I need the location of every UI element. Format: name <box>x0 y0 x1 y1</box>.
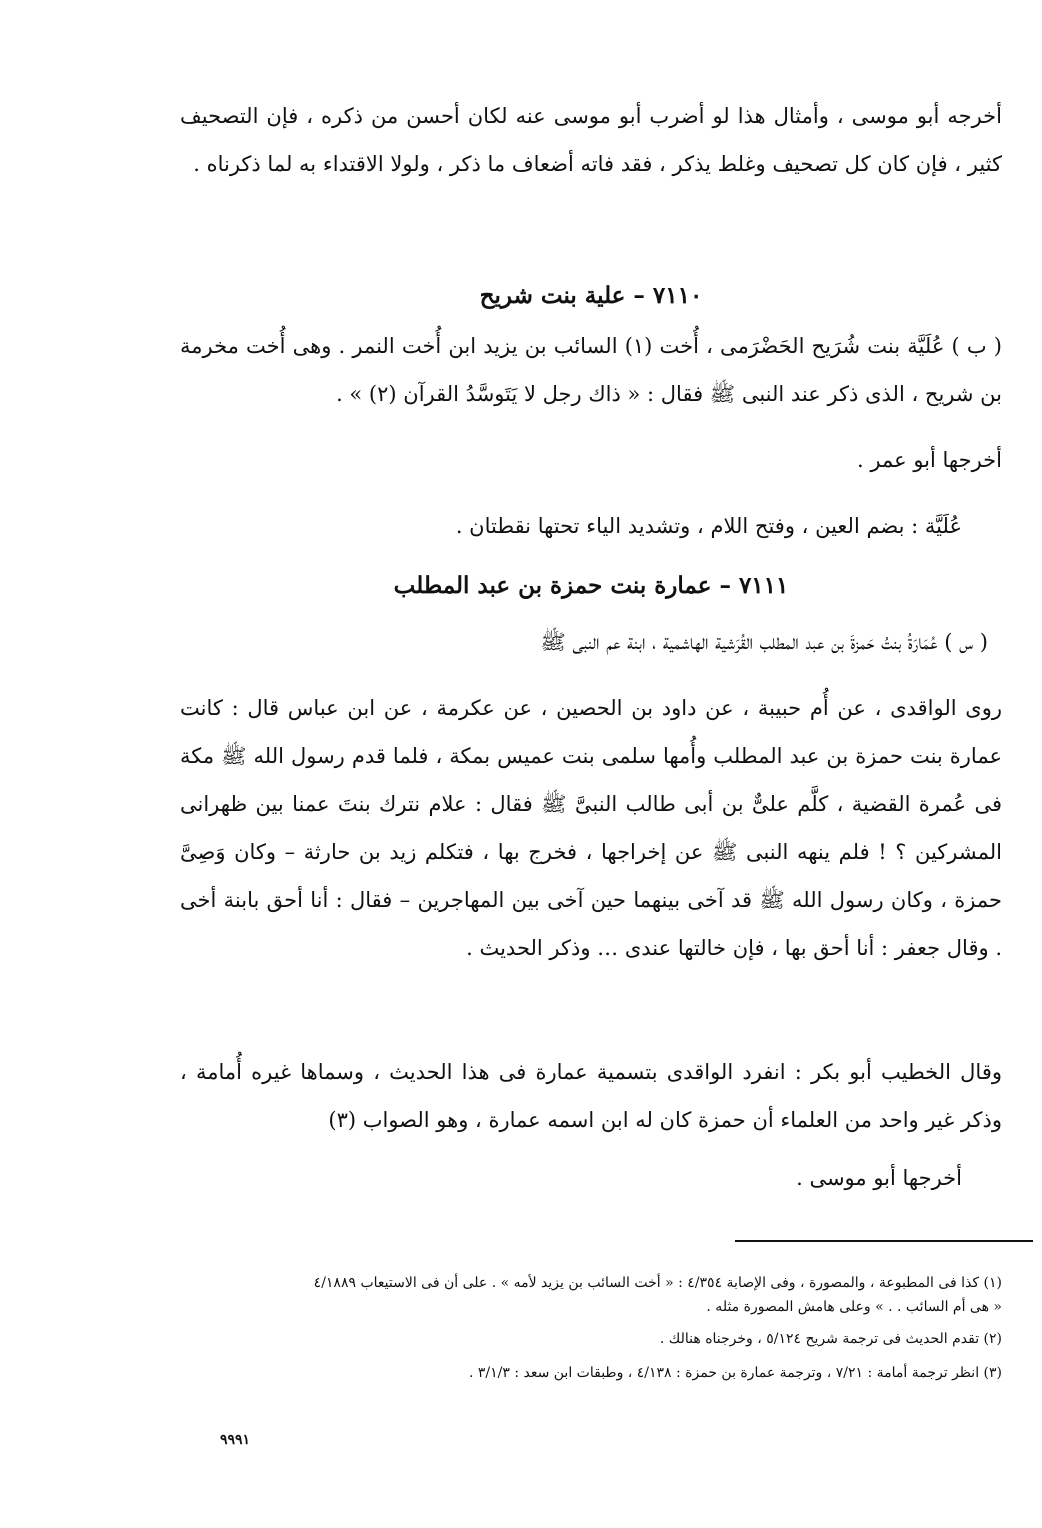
paragraph-ulayya-entry: ( ب ) عُلَيَّة بنت شُرَيح الحَضْرَمى ، أُخت (١) السائب بن يزيد ابن أُخت النمر . وهى أُخت مخرمة بن شريح ، الذى ذكر عند النبى ﷺ فقال : « ذاك رجل لا يَتَوسَّدُ القرآن (٢) » . <box>180 334 1002 406</box>
paragraph-khatib-note: وقال الخطيب أبو بكر : انفرد الواقدى بتسمية عمارة فى هذا الحديث ، وسماها غيره أُمامة ، وذكر غير واحد من العلماء أن حمزة كان له ابن اسمه عمارة ، وهو الصواب (٣) <box>180 1060 1002 1132</box>
footnote-2: (٢) تقدم الحديث فى ترجمة شريح ٥/١٢٤ ، وخرجناه هنالك . <box>659 1331 1002 1347</box>
paragraph-waqidi-narration: روى الواقدى ، عن أُم حبيبة ، عن داود بن الحصين ، عن عكرمة ، عن ابن عباس قال : كانت عمارة بنت حمزة بن عبد المطلب وأُمها سلمى بنت عميس بمكة ، فلما قدم رسول الله ﷺ مكة فى عُمرة القضية ، كلَّم علىٌّ بن أبى طالب النبىَّ ﷺ فقال : علام نترك بنتَ عمنا بين ظهرانى المشركين ؟ ! فلم ينهه النبى ﷺ عن إخراجها ، فخرج بها ، فتكلم زيد بن حارثة – وكان وَصِىَّ حمزة ، وكان رسول الله ﷺ قد آخى بينهما حين آخى بين المهاجرين – فقال : أنا أحق بابنة أخى . وقال جعفر : أنا أحق بها ، فإن خالتها عندى … وذكر الحديث . <box>180 696 1002 960</box>
paragraph-abu-musa-note: أخرجه أبو موسى ، وأمثال هذا لو أضرب أبو موسى عنه لكان أحسن من ذكره ، فإن التصحيف كثير ، فإن كان كل تصحيف وغلط يذكر ، فقد فاته أضعاف ما ذكر ، ولولا الاقتداء به لما ذكرناه . <box>180 104 1002 176</box>
paragraph-umara-entry: ( س ) عُمَارَةُ بنتُ حَمزةَ بن عبد المطلب القُرَشية الهاشمية ، ابنة عم النبى ﷺ <box>540 630 988 654</box>
paragraph-ulayya-spelling: عُلَيَّة : بضم العين ، وفتح اللام ، وتشديد الياء تحتها نقطتان . <box>455 514 962 538</box>
footnote-1-continued: « هى أم السائب . . » وعلى هامش المصورة مثله . <box>706 1299 1002 1315</box>
footnote-separator <box>735 1240 1033 1242</box>
paragraph-abu-umar-source: أخرجها أبو عمر . <box>857 448 1002 472</box>
entry-heading-7111: ٧١١١ – عمارة بنت حمزة بن عبد المطلب <box>393 572 789 599</box>
footnote-1: (١) كذا فى المطبوعة ، والمصورة ، وفى الإصابة ٤/٣٥٤ : « أخت السائب بن يزيد لأمه » . على أن فى الاستيعاب ٤/١٨٨٩ <box>313 1275 1002 1291</box>
footnote-3: (٣) انظر ترجمة أمامة : ٧/٢١ ، وترجمة عمارة بن حمزة : ٤/١٣٨ ، وطبقات ابن سعد : ٣/١/٣ . <box>468 1365 1002 1381</box>
entry-heading-7110: ٧١١٠ – علية بنت شريح <box>479 282 703 309</box>
page-number: ٩٩٩١ <box>220 1432 251 1448</box>
paragraph-abu-musa-source: أخرجها أبو موسى . <box>796 1166 962 1190</box>
